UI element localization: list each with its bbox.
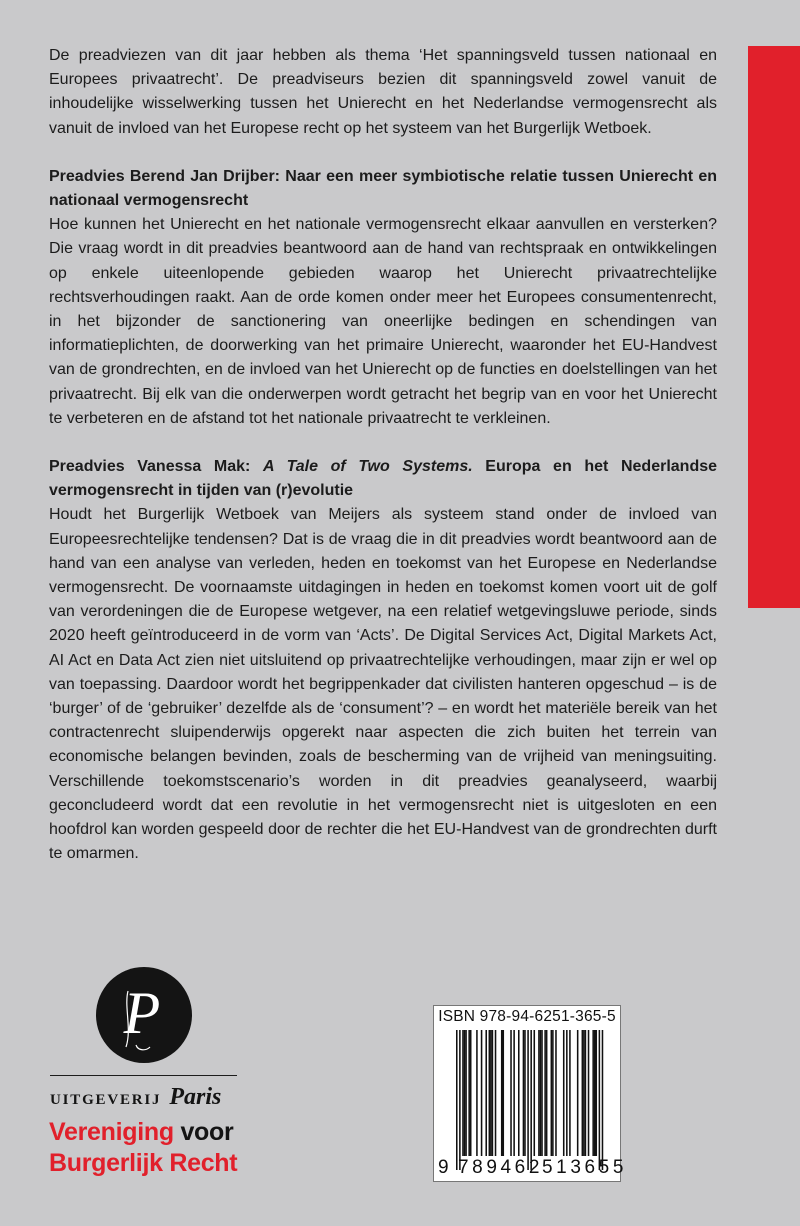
- publisher-logo-icon: [96, 967, 192, 1063]
- barcode-bar: [524, 1030, 526, 1156]
- barcode-bar: [465, 1030, 467, 1156]
- barcode-bar: [492, 1030, 494, 1156]
- barcode-bar: [569, 1030, 571, 1156]
- barcode-bar: [551, 1030, 553, 1156]
- barcode-bar: [563, 1030, 565, 1156]
- barcode-bar: [583, 1030, 585, 1156]
- barcode-bar: [510, 1030, 512, 1156]
- barcode-bar: [464, 1030, 466, 1156]
- vereniging-voor: voor: [173, 1118, 234, 1146]
- barcode-guard-bar: [602, 1030, 604, 1170]
- barcode-digits-left: 789462: [458, 1157, 544, 1178]
- preadvies-mak-heading-suffix: Europa en het Nederlandse vermogensrecht in tijden van (r)evolutie: [49, 458, 718, 500]
- preadvies-mak-heading: [49, 455, 717, 503]
- barcode-bar: [577, 1030, 579, 1156]
- barcode-bar: [468, 1030, 470, 1156]
- barcode-bar: [470, 1030, 472, 1156]
- publisher-rule: [50, 1075, 237, 1076]
- barcode-bar: [513, 1030, 515, 1156]
- barcode-bar: [555, 1030, 557, 1156]
- barcode-bar: [485, 1030, 487, 1156]
- preadvies-mak-heading-title: A Tale of Two Systems.: [263, 458, 473, 476]
- vereniging-line-1: [49, 1117, 309, 1148]
- barcode-bar: [541, 1030, 543, 1156]
- publisher-name-prefix: UITGEVERIJ: [50, 1092, 162, 1108]
- publisher-logo-block: [50, 967, 240, 1111]
- barcode-bar: [596, 1030, 598, 1156]
- barcode-bar: [476, 1030, 478, 1156]
- barcode-digit-first: 9: [438, 1157, 449, 1178]
- barcode-guard-bar: [599, 1030, 601, 1170]
- barcode-bar: [462, 1030, 464, 1156]
- preadvies-drijber-heading: Preadvies Berend Jan Drijber: Naar een meer symbiotische relatie tussen Unierecht en nationaal vermogensrecht: [49, 167, 717, 210]
- barcode-bar: [566, 1030, 568, 1156]
- vereniging-logo: [49, 1117, 309, 1179]
- preadvies-mak-heading-prefix: Preadvies Vanessa Mak:: [49, 458, 263, 476]
- barcode-digits-right: 513655: [542, 1157, 628, 1178]
- barcode-bar: [582, 1030, 584, 1156]
- vereniging-word: Vereniging: [49, 1118, 174, 1146]
- barcode-bar: [501, 1030, 503, 1156]
- barcode-guard-bar: [527, 1030, 529, 1170]
- vereniging-line-2: Burgerlijk Recht: [49, 1149, 238, 1177]
- publisher-name: [50, 1084, 240, 1111]
- barcode-bar: [588, 1030, 590, 1156]
- barcode-bars: [434, 1006, 620, 1181]
- barcode-bar: [594, 1030, 596, 1156]
- barcode-bar: [544, 1030, 546, 1156]
- barcode-bar: [481, 1030, 483, 1156]
- preadvies-mak-body: Houdt het Burgerlijk Wetboek van Meijers als systeem stand onder de invloed van Europeesrechtelijke tendensen? Dat is de vraag die in dit preadvies wordt beantwoord aan de hand van een analyse van verleden, heden en toekomst van het Europese en Nederlandse vermogensrecht. De voornaamste uitdagingen in heden en toekomst komen voort uit de golf van verordeningen die de Europese wetgever, na een relatief wetgevingsluwe periode, sinds 2020 heeft geïntroduceerd in de vorm van ‘Acts’. De Digital Services Act, Digital Markets Act, AI Act en Data Act zien niet uitsluitend op privaatrechtelijke verhoudingen, maar zijn er wel op van toepassing. Daardoor wordt het begrippenkader dat civilisten hanteren opgeschud – is de ‘burger’ of de ‘gebruiker’ dezelfde als de ‘consument’? – en wordt het materiële bereik van het contractenrecht sluipenderwijs opgerekt naar aspecten die zich buiten het terrein van economische belangen bevinden, zoals de bescherming van de vrijheid van meningsuiting. Verschillende toekomstscenario’s worden in dit preadvies geanalyseerd, waarbij geconcludeerd wordt dat een revolutie in het vermogensrecht niet is uitgesloten en een hoofdrol kan worden gespeeld door de rechter die het EU-Handvest van de grondrechten durft te omarmen.: [49, 506, 717, 863]
- barcode-bar: [538, 1030, 540, 1156]
- red-accent-band: [748, 46, 800, 608]
- isbn-label: ISBN 978-94-6251-365-5: [438, 1008, 616, 1025]
- isbn-barcode: [433, 1005, 628, 1182]
- preadvies-drijber-body: Hoe kunnen het Unierecht en het nationale vermogensrecht elkaar aanvullen en versterken? Die vraag wordt in dit preadvies beantwoord aan de hand van rechtspraak en ontwikkelingen op enkele uiteenlopende gebieden waarop het Unierecht privaatrechtelijke rechtsverhoudingen raakt. Aan de orde komen onder meer het Europees consumentenrecht, in het bijzonder de sanctionering van oneerlijke bedingen en schendingen van informatieplichten, de doorwerking van het primaire Unierecht, waaronder het EU-Handvest van de grondrechten, en de invloed van het Unierecht op de functies en doelstellingen van het privaatrecht. Bij elk van die onderwerpen wordt getracht het begrip van en voor het Unierecht te verbeteren en de afstand tot het nationale privaatrecht te verkleinen.: [49, 216, 717, 427]
- barcode-bar: [523, 1030, 525, 1156]
- barcode-bar: [489, 1030, 491, 1156]
- publisher-name-main: Paris: [169, 1084, 222, 1110]
- barcode-bar: [552, 1030, 554, 1156]
- barcode-bar: [534, 1030, 536, 1156]
- barcode-bar: [490, 1030, 492, 1156]
- preadvies-drijber: [49, 165, 717, 431]
- back-cover-text: [49, 44, 717, 891]
- barcode-digits: [434, 1157, 628, 1179]
- preadvies-mak: [49, 455, 717, 866]
- barcode-bar: [592, 1030, 594, 1156]
- barcode-guard-bar: [456, 1030, 458, 1170]
- barcode-bar: [540, 1030, 542, 1156]
- barcode-guard-bar: [530, 1030, 532, 1170]
- barcode-bar: [495, 1030, 497, 1156]
- barcode-bar: [503, 1030, 505, 1156]
- barcode-guard-bar: [459, 1030, 461, 1170]
- barcode-bar: [546, 1030, 548, 1156]
- barcode-bar: [585, 1030, 587, 1156]
- intro-paragraph: De preadviezen van dit jaar hebben als thema ‘Het spanningsveld tussen nationaal en Europees privaatrecht’. De preadviseurs bezien dit spanningsveld zowel vanuit de inhoudelijke wisselwerking tussen het Unierecht en het Nederlandse vermogensrecht als vanuit de invloed van het Europese recht op het systeem van het Burgerlijk Wetboek.: [49, 47, 717, 137]
- barcode-bar: [518, 1030, 520, 1156]
- publisher-logo-letter: P: [123, 980, 161, 1046]
